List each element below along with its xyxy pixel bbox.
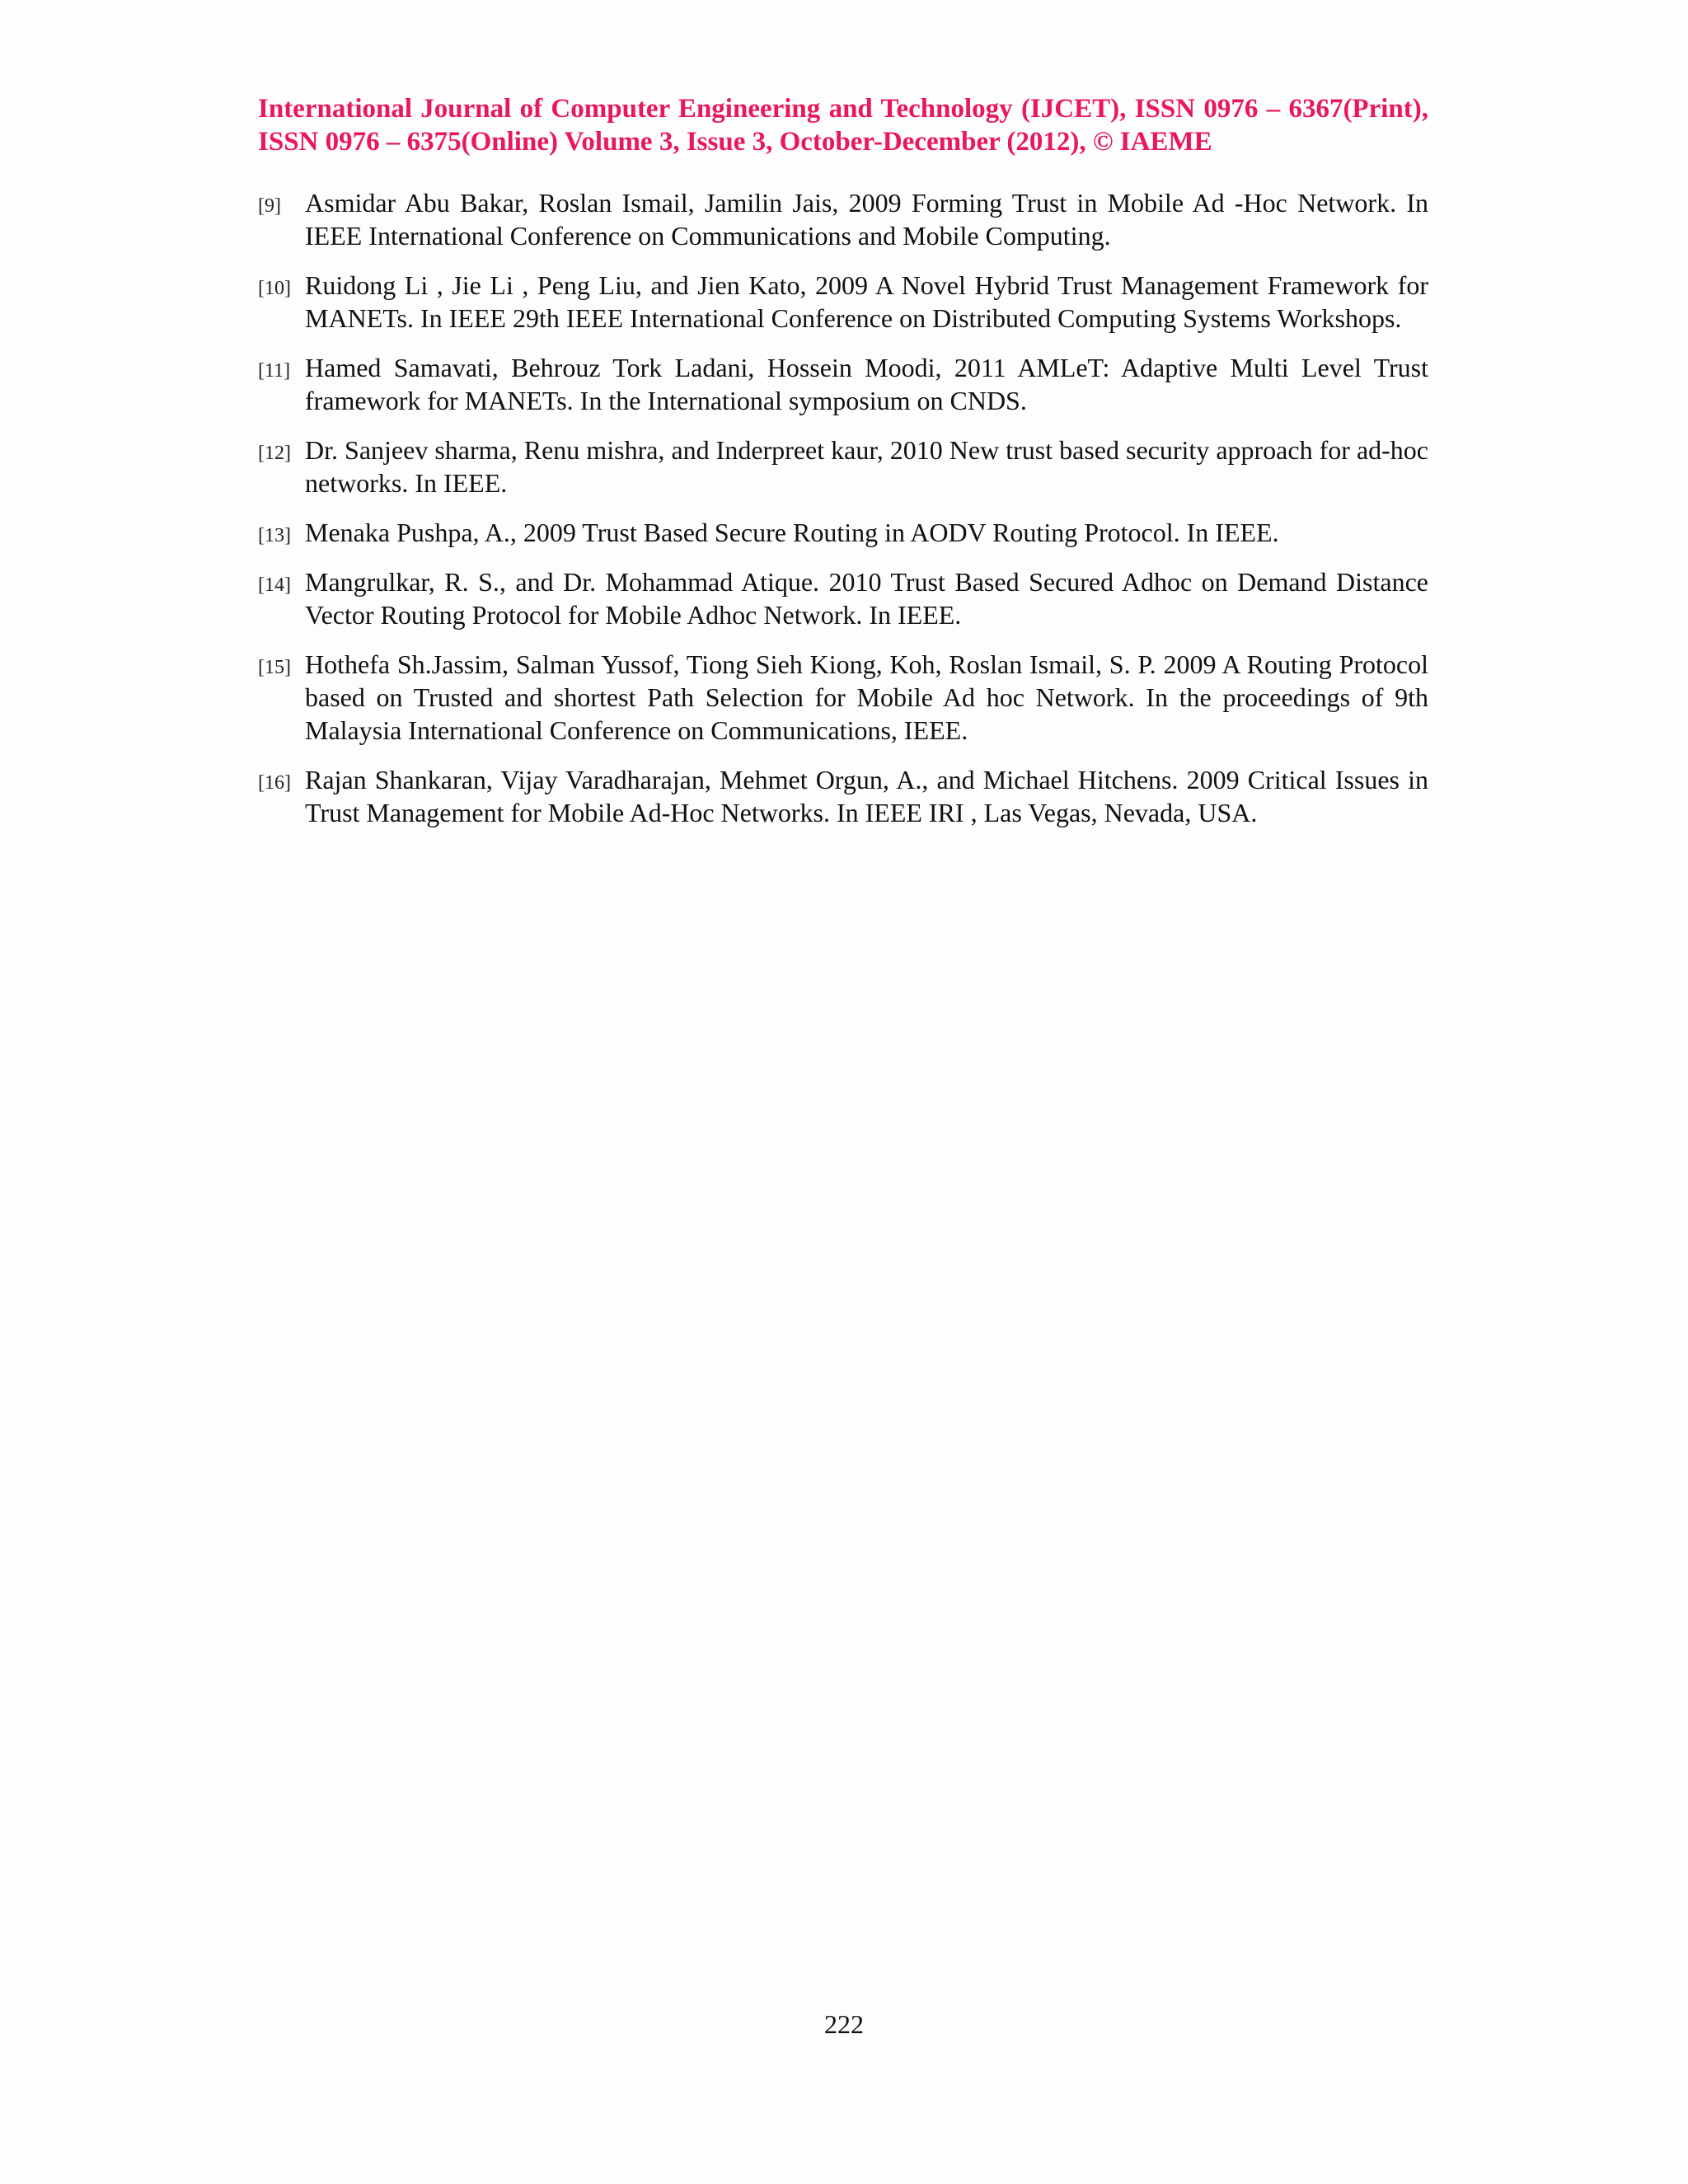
reference-number: [14] <box>258 574 291 596</box>
reference-text: Hamed Samavati, Behrouz Tork Ladani, Hossein Moodi, 2011 AMLeT: Adaptive Multi Level Trust framework for MANETs. In the International symposium on CNDS. <box>305 353 1428 415</box>
reference-text: Dr. Sanjeev sharma, Renu mishra, and Inderpreet kaur, 2010 New trust based security approach for ad-hoc networks. In IEEE. <box>305 435 1428 498</box>
reference-text: Rajan Shankaran, Vijay Varadharajan, Mehmet Orgun, A., and Michael Hitchens. 2009 Critical Issues in Trust Management for Mobile Ad-Hoc Networks. In IEEE IRI , Las Vegas, Nevada, USA. <box>305 765 1428 827</box>
reference-number: [15] <box>258 657 291 678</box>
journal-header: International Journal of Computer Engineering and Technology (IJCET), ISSN 0976 – 6367(Print), ISSN 0976 – 6375(Online) Volume 3, Issue 3, October-December (2012), © IAEME <box>258 94 1428 157</box>
reference-number: [12] <box>258 443 291 464</box>
reference-number: [11] <box>258 360 291 382</box>
reference-item <box>258 763 1428 829</box>
reference-text: Mangrulkar, R. S., and Dr. Mohammad Atique. 2010 Trust Based Secured Adhoc on Demand Distance Vector Routing Protocol for Mobile Adhoc Network. In IEEE. <box>305 567 1428 630</box>
reference-text: Ruidong Li , Jie Li , Peng Liu, and Jien Kato, 2009 A Novel Hybrid Trust Management Framework for MANETs. In IEEE 29th IEEE International Conference on Distributed Computing Systems Workshops. <box>305 270 1428 333</box>
reference-item <box>258 565 1428 631</box>
reference-list <box>258 186 1428 846</box>
reference-text: Asmidar Abu Bakar, Roslan Ismail, Jamilin Jais, 2009 Forming Trust in Mobile Ad -Hoc Network. In IEEE International Conference on Communications and Mobile Computing. <box>305 188 1428 251</box>
reference-text: Hothefa Sh.Jassim, Salman Yussof, Tiong Sieh Kiong, Koh, Roslan Ismail, S. P. 2009 A Routing Protocol based on Trusted and shortest Path Selection for Mobile Ad hoc Network. In the proceedings of 9th Malaysia International Conference on Communications, IEEE. <box>305 649 1428 745</box>
reference-item <box>258 186 1428 252</box>
reference-text: Menaka Pushpa, A., 2009 Trust Based Secure Routing in AODV Routing Protocol. In IEEE. <box>305 518 1279 547</box>
page-number: 222 <box>824 2009 864 2039</box>
reference-number: [16] <box>258 772 291 794</box>
reference-item <box>258 269 1428 335</box>
reference-number: [13] <box>258 525 291 546</box>
reference-item <box>258 434 1428 499</box>
reference-number: [10] <box>258 278 291 299</box>
reference-item <box>258 516 1428 549</box>
reference-item <box>258 648 1428 747</box>
reference-number: [9] <box>258 195 281 217</box>
reference-item <box>258 351 1428 417</box>
